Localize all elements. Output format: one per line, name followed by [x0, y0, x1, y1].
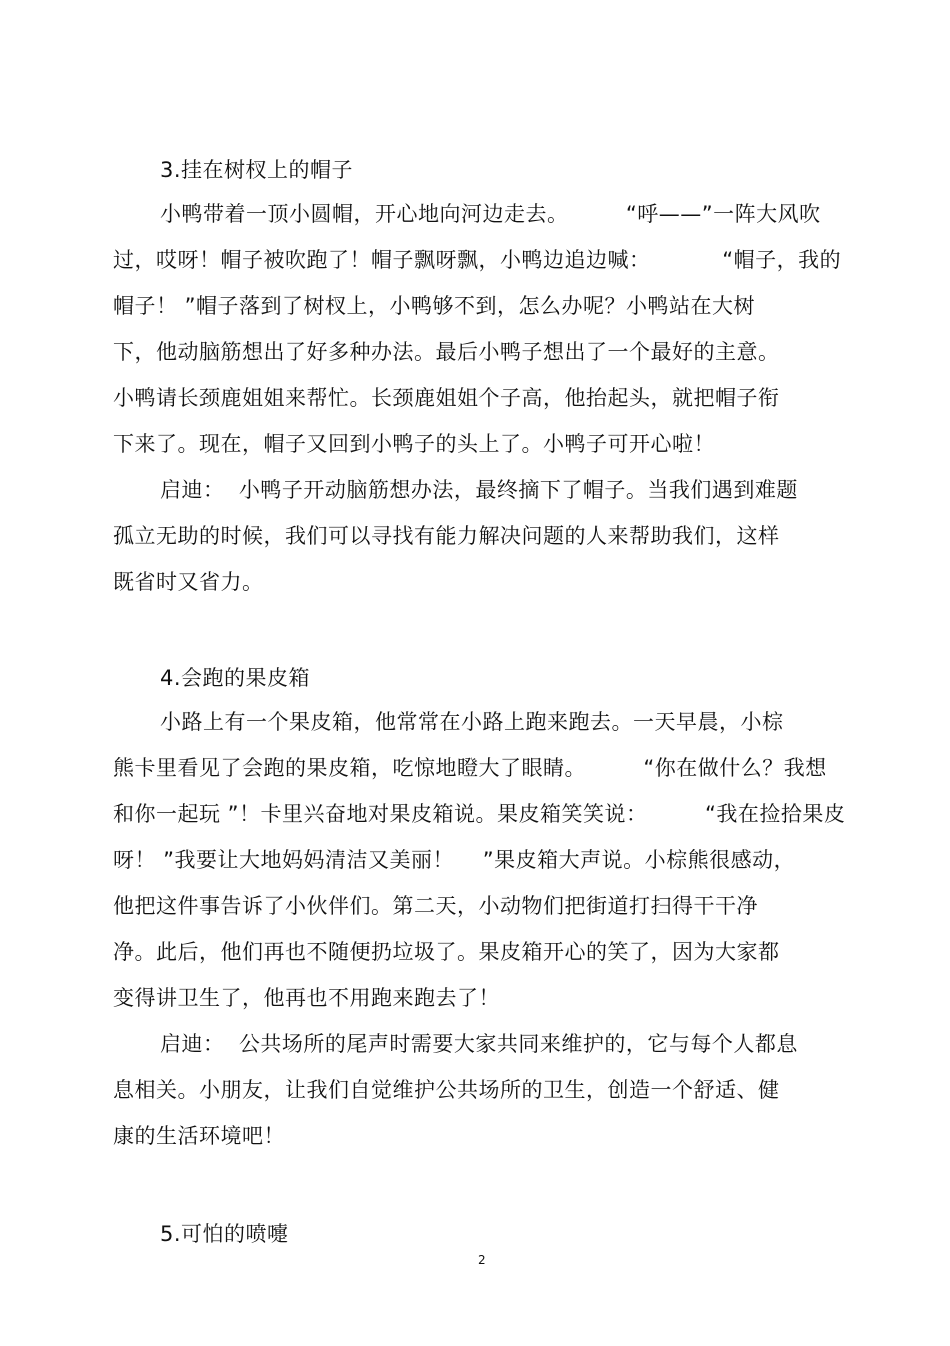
section-3-insight-line-3: 既省时又省力。	[113, 570, 264, 594]
section-3-line-1: 小鸭带着一顶小圆帽，开心地向河边走去。 “呼——”一阵大风吹	[160, 202, 821, 226]
section-4-line-5: 他把这件事告诉了小伙伴们。第二天，小动物们把街道打扫得干干净	[113, 894, 758, 918]
section-4-line-2: 熊卡里看见了会跑的果皮箱，吃惊地瞪大了眼睛。 “你在做什么？我想	[113, 756, 827, 780]
section-3-insight-line-1: 启迪： 小鸭子开动脑筋想办法，最终摘下了帽子。当我们遇到难题	[160, 478, 798, 502]
section-5-heading: 5.可怕的喷嚏	[160, 1222, 289, 1246]
section-4-line-7: 变得讲卫生了，他再也不用跑来跑去了！	[113, 986, 500, 1010]
section-4-line-4: 呀！ ”我要让大地妈妈清洁又美丽！ ”果皮箱大声说。小棕熊很感动，	[113, 848, 796, 872]
section-3-line-4: 下，他动脑筋想出了好多种办法。最后小鸭子想出了一个最好的主意。	[113, 340, 780, 364]
section-4-line-3: 和你一起玩 ”！卡里兴奋地对果皮箱说。果皮箱笑笑说： “我在捡拾果皮	[113, 802, 846, 826]
section-4-insight-line-3: 康的生活环境吧！	[113, 1124, 285, 1148]
section-3-line-3: 帽子！ ”帽子落到了树杈上，小鸭够不到，怎么办呢？小鸭站在大树	[113, 294, 756, 318]
section-3-line-5: 小鸭请长颈鹿姐姐来帮忙。长颈鹿姐姐个子高，他抬起头，就把帽子衔	[113, 386, 780, 410]
section-4-insight-line-1: 启迪： 公共场所的尾声时需要大家共同来维护的，它与每个人都息	[160, 1032, 798, 1056]
section-4-heading: 4.会跑的果皮箱	[160, 666, 311, 690]
section-4-line-1: 小路上有一个果皮箱，他常常在小路上跑来跑去。一天早晨，小棕	[160, 710, 784, 734]
section-3-heading: 3.挂在树杈上的帽子	[160, 158, 354, 182]
section-4-insight-line-2: 息相关。小朋友，让我们自觉维护公共场所的卫生，创造一个舒适、健	[113, 1078, 780, 1102]
page-number: 2	[478, 1253, 486, 1267]
section-4-line-6: 净。此后，他们再也不随便扔垃圾了。果皮箱开心的笑了，因为大家都	[113, 940, 780, 964]
section-3-insight-line-2: 孤立无助的时候，我们可以寻找有能力解决问题的人来帮助我们，这样	[113, 524, 780, 548]
section-3-line-2: 过，哎呀！帽子被吹跑了！帽子飘呀飘，小鸭边追边喊： “帽子，我的	[113, 248, 842, 272]
section-3-line-6: 下来了。现在，帽子又回到小鸭子的头上了。小鸭子可开心啦！	[113, 432, 715, 456]
